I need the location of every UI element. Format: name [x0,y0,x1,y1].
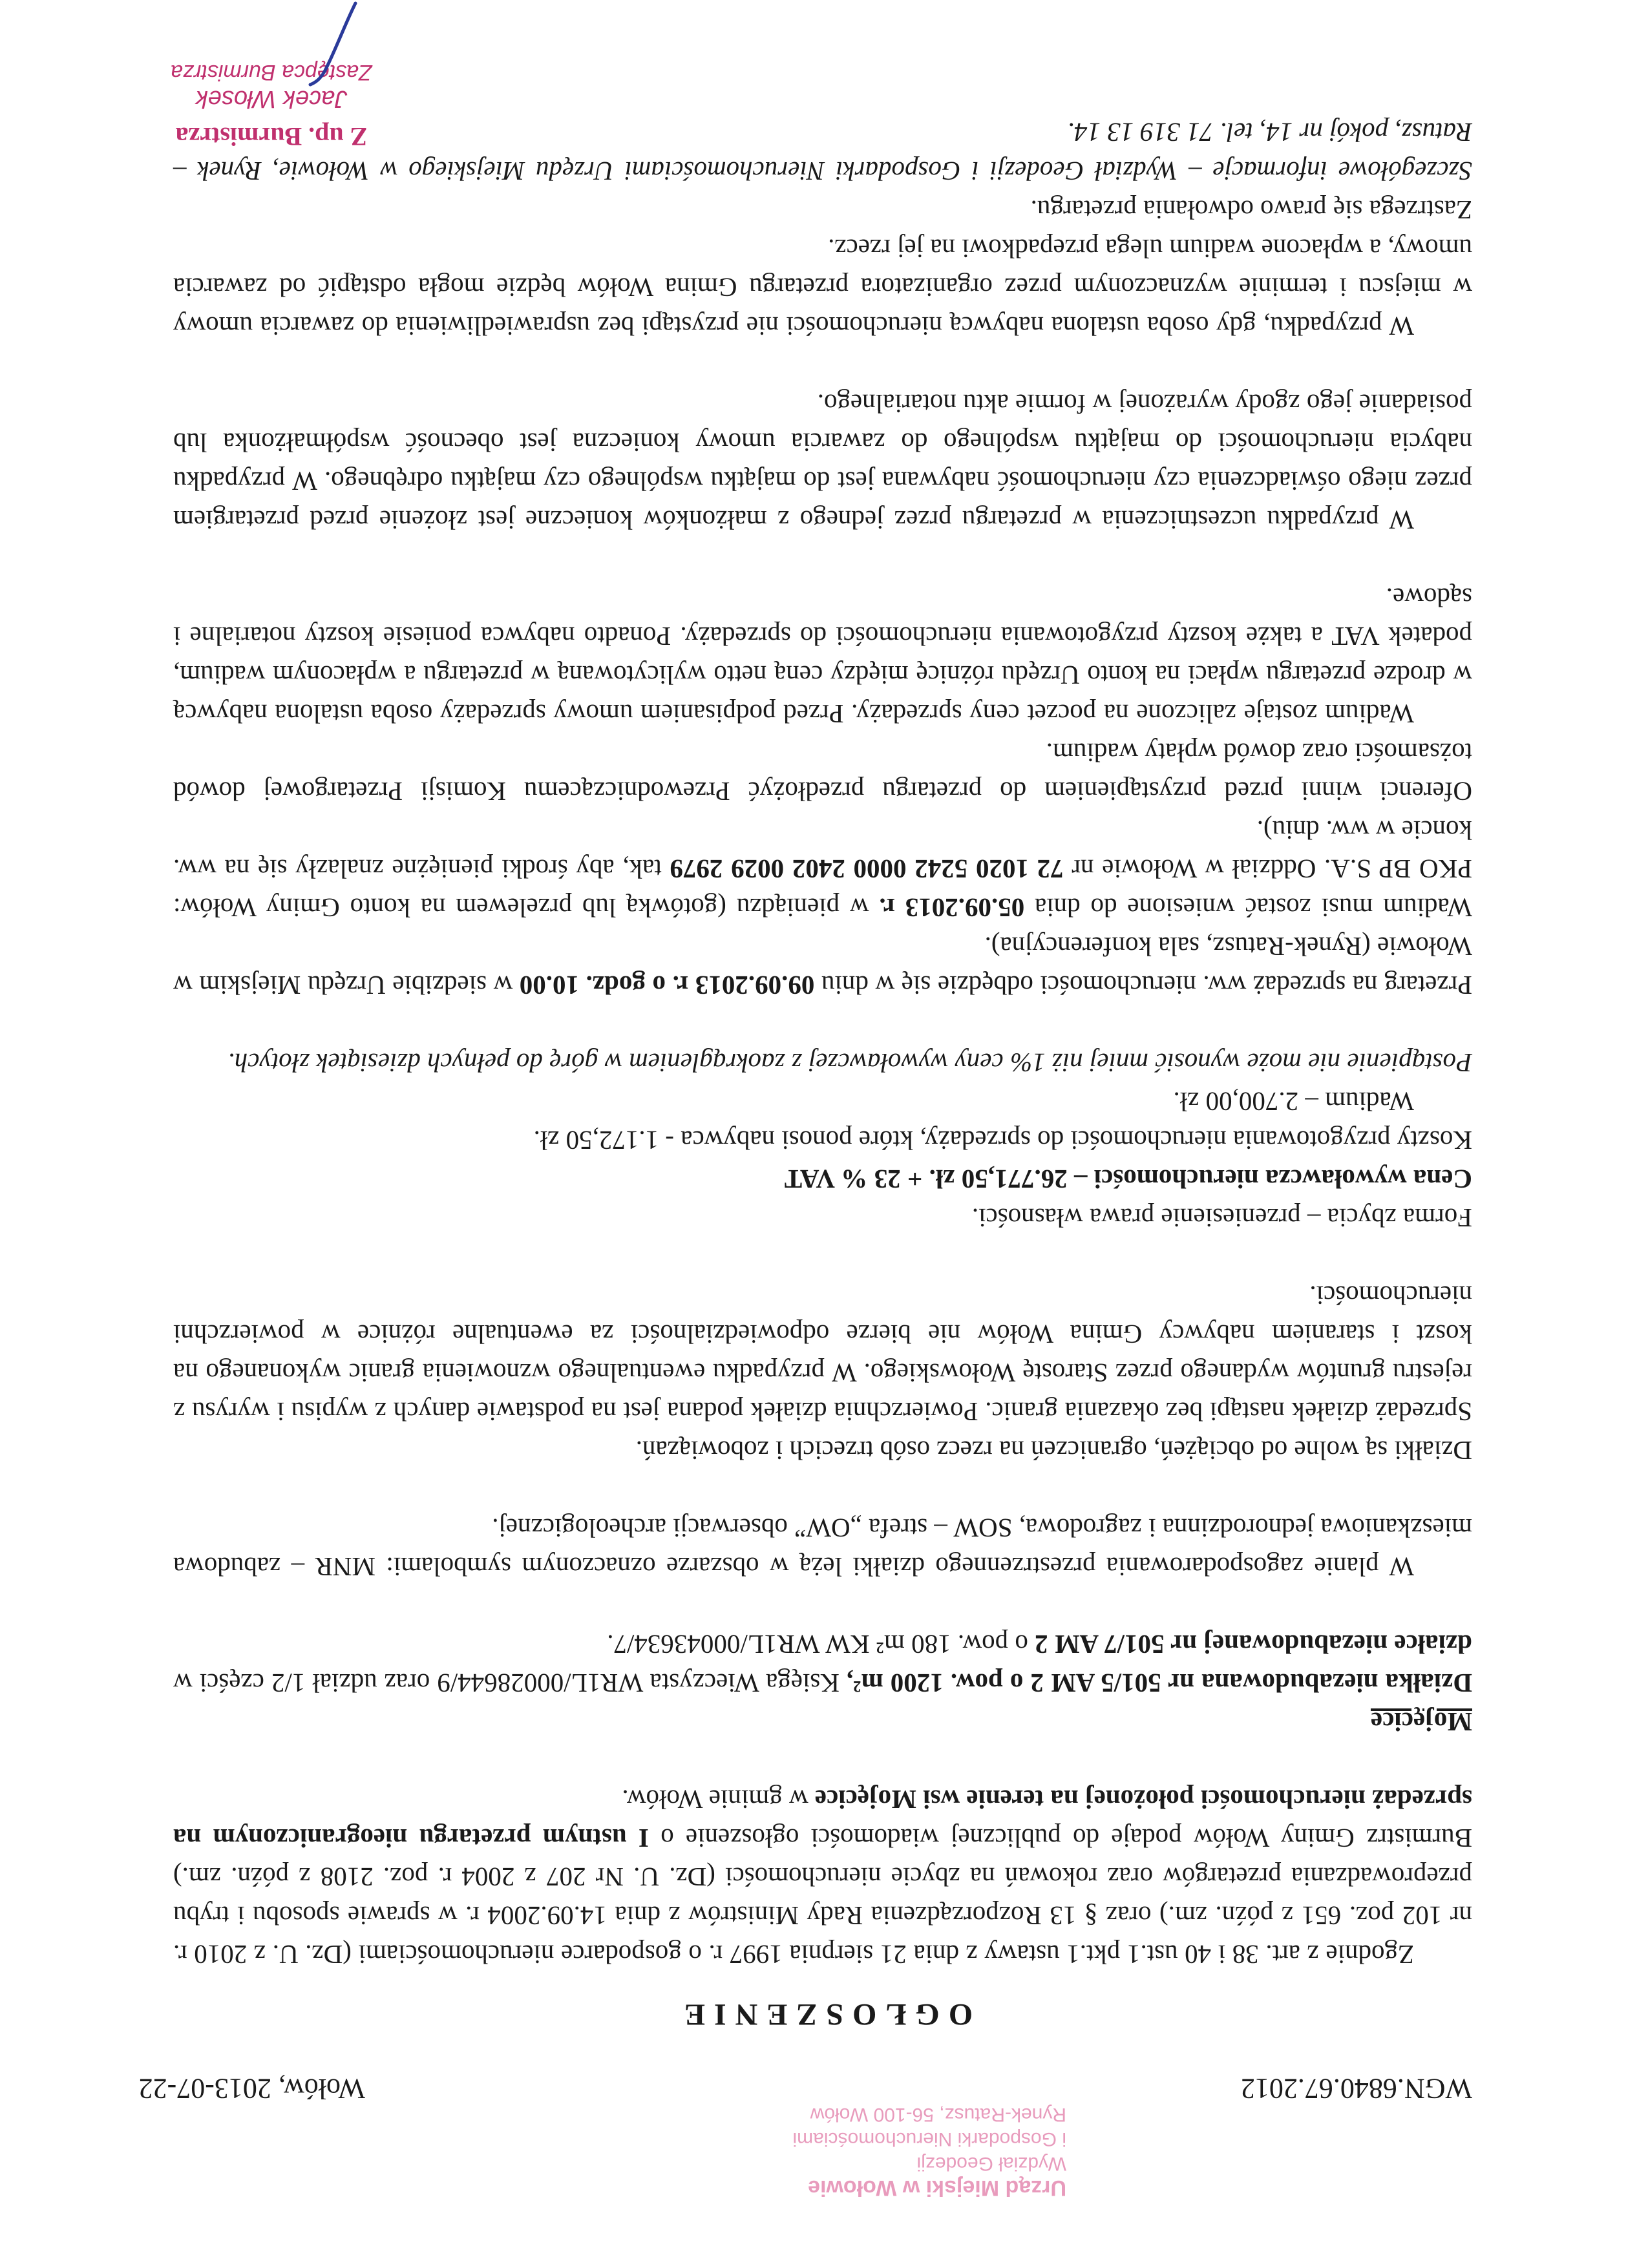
signature-stamp [103,59,439,152]
bidders-paragraph: Oferenci winni przed przystąpieniem do przetargu przedłożyć Przewodniczącemu Komisji Przetargowej dowód tożsamości oraz dowód wpłaty wadium. [173,738,1472,806]
deposit-rules-paragraph: Wadium zostaje zaliczone na poczet ceny sprzedaży. Przed podpisaniem umowy sprzedaży osoba ustalona nabywcą w drodze przetargu wpłaci na konto Urzędu różnicę między ceną netto wylicytowaną w przetargu a wpłaconym wadium, podatek VAT a także koszty przygotowania nieruchomości do sprzedaży. Ponadto nabywca poniesie koszty notarialne i sądowe. [173,583,1472,729]
signature-role: Zastępca Burmistrza [171,60,372,85]
reserve-paragraph: Zastrzega się prawo odwołania przetargu. [1030,195,1472,225]
stamp-line: i Gospodarki Nieruchomościami [792,2128,1066,2150]
plot-description: Działka niezabudowana nr 501/5 AM 2 o pow. 1200 m², Księga Wieczysta WR1L/00028644/9 oraz udział 1/2 części w działce niezabudowanej nr 501/7 AM 2 o pow. 180 m² KW WR1L/00043634/7. [173,1630,1472,1698]
intro-paragraph: Zgodnie z art. 38 i 40 ust.1 pkt.1 ustawy z dnia 21 sierpnia 1997 r. o gospodarce nieruchomościami (Dz. U. z 2010 r. nr 102 poz. 651 z późn. zm.) oraz § 13 Rozporządzenia Rady Ministrów z dnia 14.09.2004 r. w sprawie sposobu i trybu przeprowadzania przetargów oraz rokowań na zbycie nieruchomości (Dz. U. Nr 207 z 2004 r. poz. 2108 z późn. zm.) Burmistrz Gminy Wołów podaje do publicznej wiadomości ogłoszenie o I ustnym przetargu nieograniczonym na sprzedaż nieruchomości położonej na terenie wsi Mojęcice w gminie Wołów. [173,1785,1472,1969]
signature-title: Z up. Burmistrza [175,122,368,151]
stamp-line: Rynek-Ratusz, 56-100 Wołów [810,2104,1066,2125]
place-date: Wołów, 2013-07-22 [138,2073,365,2105]
encumbrances-paragraph: Działki są wolne od obciążeń, ograniczeń na rzecz osób trzecich i zobowiązań. [635,1436,1472,1465]
location-title: Mojęcice [1370,1707,1472,1737]
preparation-costs: Koszty przygotowania nieruchomości do sprzedaży, które ponosi nabywca - 1.172,50 zł. [533,1126,1472,1155]
bid-increment: Postąpienie nie może wynosić mniej niż 1% ceny wywoławczej z zaokrągleniem w górę do pełnych dziesiątek złotych. [227,1048,1472,1078]
stamp-line: Urząd Miejski w Wołowie [808,2176,1066,2200]
zoning-paragraph: W planie zagospodarowania przestrzennego działki leżą w obszarze oznaczonym symbolami: MNR – zabudowa mieszkaniowa jednorodzinna i zagrodowa, SOW – strefa „OW” obserwacji archeologicznej. [173,1513,1472,1582]
stamp-line: Wydział Geodezji [916,2153,1066,2174]
signature-name: Jacek Włosek [195,85,348,112]
info-paragraph: Szczegółowe informacje – Wydział Geodezji i Gospodarki Nieruchomościami Urzędu Miejskiego w Wołowie, Rynek – Ratusz, pokój nr 14, tel. 71 319 13 14. [173,118,1472,186]
area-paragraph: Sprzedaż działek nastąpi bez okazania granic. Powierzchnia działek podana jest na podstawie danych z wypisu i wyrysu z rejestru gruntów wydanego przez Starostę Wołowskiego. W przypadku ewentualnego wznowienia granic wykonanego na koszt i staraniem nabywcy Gmina Wołów nie bierze odpowiedzialności za ewentualne różnice w powierzchni nieruchomości. [173,1281,1472,1427]
handwritten-signature-icon [304,0,362,87]
document-heading: OGŁOSZENIE [675,1997,973,2032]
no-show-paragraph: W przypadku, gdy osoba ustalona nabywcą nieruchomości nie przystąpi bez usprawiedliwienia do zawarcia umowy w miejscu i terminie wyznaczonym przez organizatora przetargu Gmina Wołów będzie mogła odstąpić od zawarcia umowy, a wpłacone wadium ulega przepadkowi na jej rzecz. [173,234,1472,341]
payment-paragraph: Wadium musi zostać wniesione do dnia 05.09.2013 r. w pieniądzu (gotówką lub przelewem na konto Gminy Wołów: PKO BP S.A. Oddział w Wołowie nr 72 1020 5242 0000 2402 0029 2979 tak, aby środki pieniężne znalazły się na ww. koncie w ww. dniu). [173,815,1472,923]
starting-price: Cena wywoławcza nieruchomości – 26.771,50 zł. + 23 % VAT [784,1164,1472,1194]
office-stamp [793,2102,1067,2200]
spouses-paragraph: W przypadku uczestniczenia w przetargu przez jednego z małżonków konieczne jest złożenie przed przetargiem przez niego oświadczenia czy nieruchomość nabywana jest do majątku wspólnego czy majątku odrębnego. W przypadku nabycia nieruchomości do majątku wspólnego do zawarcia umowy konieczna jest obecność współmałżonka lub posiadanie jego zgody wyrażonej w formie aktu notarialnego. [173,389,1472,535]
auction-date-paragraph: Przetarg na sprzedaż ww. nieruchomości odbędzie się w dniu 09.09.2013 r. o godz. 10.00 w siedzibie Urzędu Miejskim w Wołowie (Rynek-Ratusz, sala konferencyjna). [173,932,1472,1000]
deposit-amount: Wadium – 2.700,00 zł. [1173,1087,1414,1117]
reference-number: WGN.6840.67.2012 [1240,2073,1472,2105]
sale-form-paragraph: Forma zbycia – przeniesienie prawa własności. [971,1203,1472,1233]
